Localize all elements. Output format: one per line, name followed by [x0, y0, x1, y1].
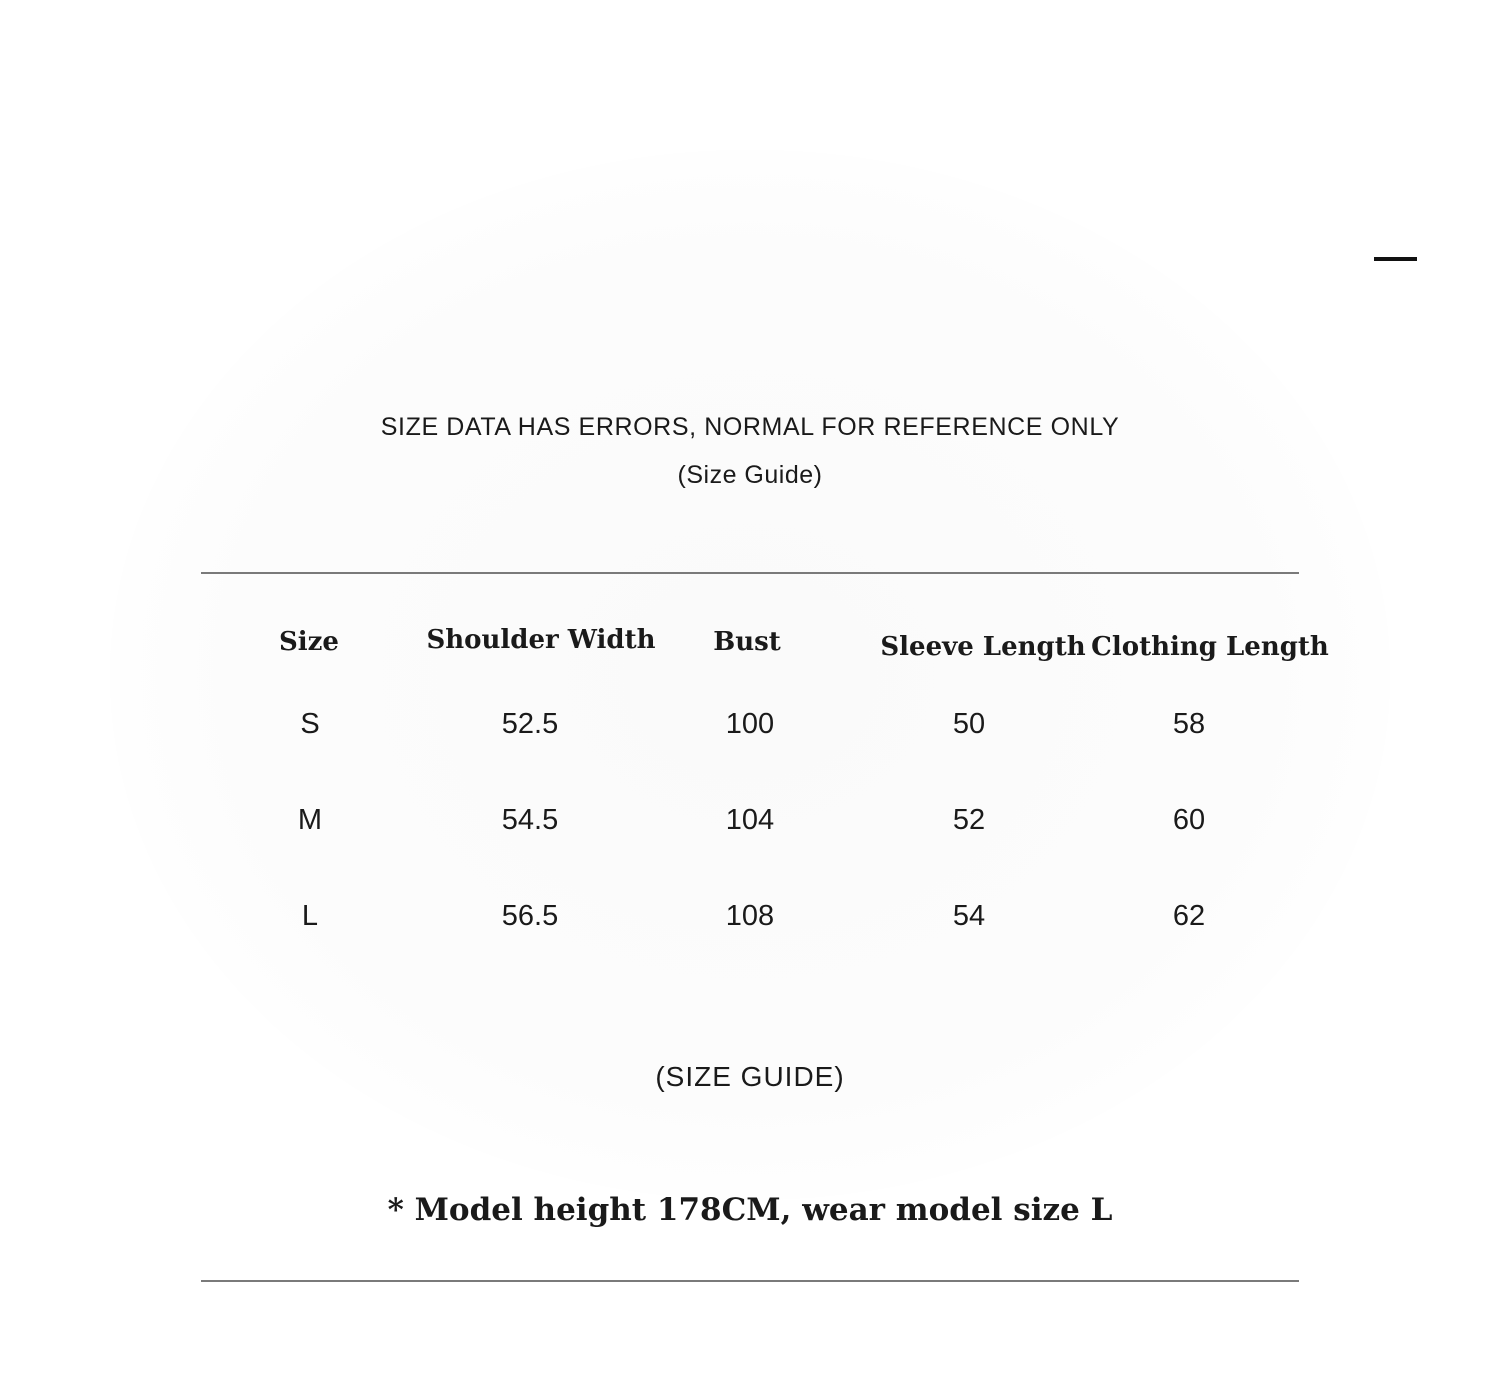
header-shoulder-width: Shoulder Width — [426, 625, 656, 655]
table-cell-clothing: 58 — [1172, 708, 1206, 740]
table-cell-sleeve: 54 — [952, 900, 986, 932]
header-clothing-length: Clothing Length — [1091, 632, 1329, 662]
dash-mark — [1374, 257, 1417, 261]
table-cell-bust: 108 — [725, 900, 775, 932]
top-divider — [201, 572, 1299, 574]
disclaimer-headline: SIZE DATA HAS ERRORS, NORMAL FOR REFERENCE ONLY — [380, 413, 1120, 441]
size-guide-label: (SIZE GUIDE) — [655, 1061, 845, 1092]
model-note: * Model height 178CM, wear model size L — [387, 1192, 1113, 1228]
size-guide-subtitle: (Size Guide) — [677, 461, 823, 489]
table-cell-bust: 100 — [725, 708, 775, 740]
table-cell-size: M — [297, 804, 323, 836]
table-cell-sleeve: 50 — [952, 708, 986, 740]
table-cell-shoulder: 52.5 — [501, 708, 559, 740]
header-bust: Bust — [713, 627, 781, 657]
table-cell-sleeve: 52 — [952, 804, 986, 836]
table-cell-bust: 104 — [725, 804, 775, 836]
header-size: Size — [279, 627, 339, 657]
header-sleeve-length: Sleeve Length — [880, 632, 1086, 662]
background-wash — [110, 150, 1390, 1200]
table-cell-size: L — [301, 900, 319, 932]
table-cell-shoulder: 56.5 — [501, 900, 559, 932]
table-cell-size: S — [300, 708, 320, 740]
table-cell-clothing: 60 — [1172, 804, 1206, 836]
table-cell-shoulder: 54.5 — [501, 804, 559, 836]
table-cell-clothing: 62 — [1172, 900, 1206, 932]
bottom-divider — [201, 1280, 1299, 1282]
